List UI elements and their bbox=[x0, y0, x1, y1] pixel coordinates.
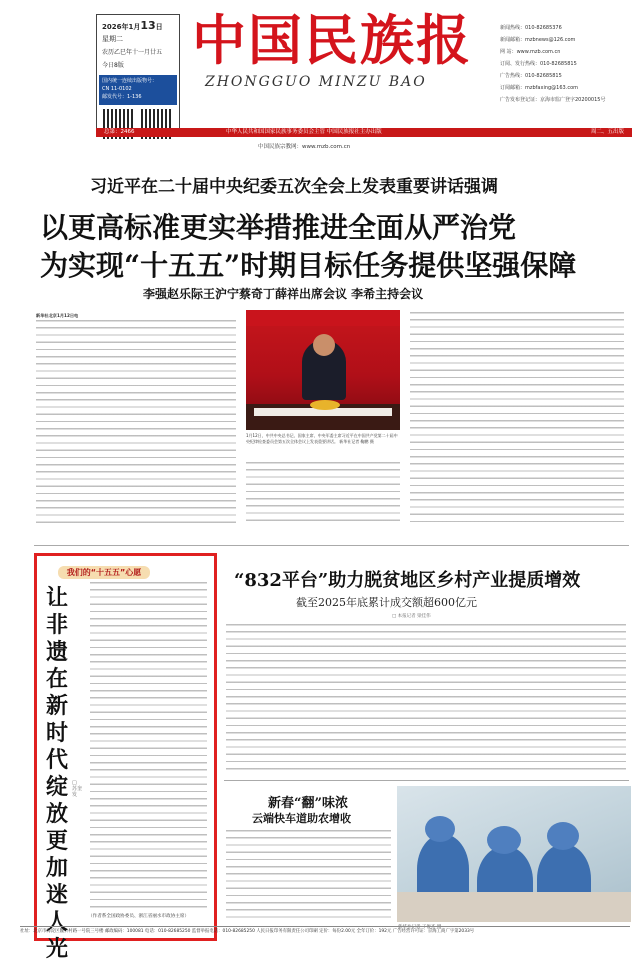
info-line: 订阅邮箱：mzbfaxing@163.com bbox=[500, 85, 578, 91]
lunar-date: 农历乙巳年十一月廿五 bbox=[102, 49, 163, 56]
info-line: 新闻热线：010-82685376 bbox=[500, 25, 562, 31]
info-line: 广告热线：010-82685815 bbox=[500, 73, 562, 79]
section-divider bbox=[224, 780, 629, 781]
photo-credit: 新华社记者 鞠鹏 摄 bbox=[339, 439, 374, 444]
info-line: 广告发布登记证：京海市监广登字20200015号 bbox=[500, 97, 606, 103]
masthead-red-bar bbox=[96, 128, 632, 137]
lead-kicker: 习近平在二十届中央纪委五次全会上发表重要讲话强调 bbox=[90, 177, 498, 197]
work-table bbox=[397, 892, 631, 922]
lead-headline-2: 为实现“十五五”时期目标任务提供坚强保障 bbox=[40, 249, 577, 282]
flower-arrangement bbox=[310, 400, 340, 410]
website-line: 中国民族宗教网：www.mzb.com.cn bbox=[258, 144, 351, 150]
feature-832-byline: □ 本报记者 梁佳伟 bbox=[392, 614, 431, 619]
page-footer: 社址：北京市海淀区魏公村路一号院三号楼 邮政编码：100081 电话：010-82685250 监督举报电话：010-82685250 人民日报印务有限责任公司印刷 定价：每份2.00元 全年订价：192元 广告经营许可证：京海工商广字第2033号 bbox=[20, 926, 630, 937]
lead-deck: 李强赵乐际王沪宁蔡奇丁薛祥出席会议 李希主持会议 bbox=[143, 287, 424, 301]
column-tag: 我们的“十五五”心愿 bbox=[58, 566, 150, 579]
worker-cap bbox=[425, 816, 455, 842]
column-body bbox=[90, 582, 207, 912]
feature-832-subhead: 截至2025年底累计成交额超600亿元 bbox=[296, 596, 477, 609]
meeting-banner bbox=[246, 310, 400, 326]
column-byline: □ 苏奎发 bbox=[72, 780, 83, 798]
page-count: 今日8版 bbox=[102, 62, 124, 69]
workers-photo bbox=[397, 786, 631, 922]
info-line: 新闻邮箱：mzbnews@126.com bbox=[500, 37, 576, 43]
info-line: 订阅、发行热线：010-82685815 bbox=[500, 61, 577, 67]
masthead bbox=[0, 0, 635, 138]
speaker-head bbox=[313, 334, 335, 356]
author-note: （作者系全国政协委员、浙江省丽水市政协主席） bbox=[88, 914, 190, 919]
contact-info bbox=[500, 22, 630, 106]
feature-spring-headline-1: 新春“翻”味浓 bbox=[268, 796, 348, 811]
weekday: 星期二 bbox=[102, 35, 123, 43]
lead-dateline: 新华社北京1月12日电 bbox=[36, 313, 79, 318]
section-divider bbox=[34, 545, 629, 546]
date-line: 2026年1月13日 bbox=[102, 19, 163, 32]
lead-body-left bbox=[36, 320, 236, 526]
feature-spring-body bbox=[226, 830, 391, 920]
feature-832-body bbox=[226, 624, 626, 774]
worker-cap bbox=[487, 826, 521, 854]
publishing-days: 周二、五出版 bbox=[590, 129, 624, 135]
date-box bbox=[96, 14, 180, 134]
publication-code: 国内统一连续出版物号： CN 11-0102 邮发代号：1-136 bbox=[99, 75, 177, 105]
issue-number: 总第：2466 bbox=[104, 129, 135, 135]
lead-photo-caption: 1月12日，中共中央总书记、国家主席、中央军委主席习近平在中国共产党第二十届中央纪律检查委员会第五次全体会议上发表重要讲话。 新华社记者 鞠鹏 摄 bbox=[246, 433, 398, 444]
lead-body-center bbox=[246, 462, 400, 526]
vertical-title: 让 非 遗 在 新 时 代 绽 放 更 加 迷 人 光 bbox=[45, 585, 68, 962]
workers-photo-credit: 新华社记者 丁俊杰 摄 bbox=[398, 925, 442, 930]
info-line: 网 站：www.mzb.com.cn bbox=[500, 49, 561, 55]
newspaper-pinyin: ZHONGGUO MINZU BAO bbox=[205, 74, 427, 90]
newspaper-title: 中国民族报 bbox=[192, 8, 472, 72]
lead-headline-1: 以更高标准更实举措推进全面从严治党 bbox=[40, 211, 517, 244]
feature-spring-headline-2: 云端快车道助农增收 bbox=[252, 812, 351, 825]
lead-photo bbox=[246, 310, 400, 430]
publisher-line: 中华人民共和国国家民族事务委员会主管 中国民族报社主办出版 bbox=[226, 129, 382, 135]
feature-832-headline: “832平台”助力脱贫地区乡村产业提质增效 bbox=[234, 570, 581, 591]
worker-cap bbox=[547, 822, 579, 850]
lead-body-right bbox=[410, 312, 624, 526]
